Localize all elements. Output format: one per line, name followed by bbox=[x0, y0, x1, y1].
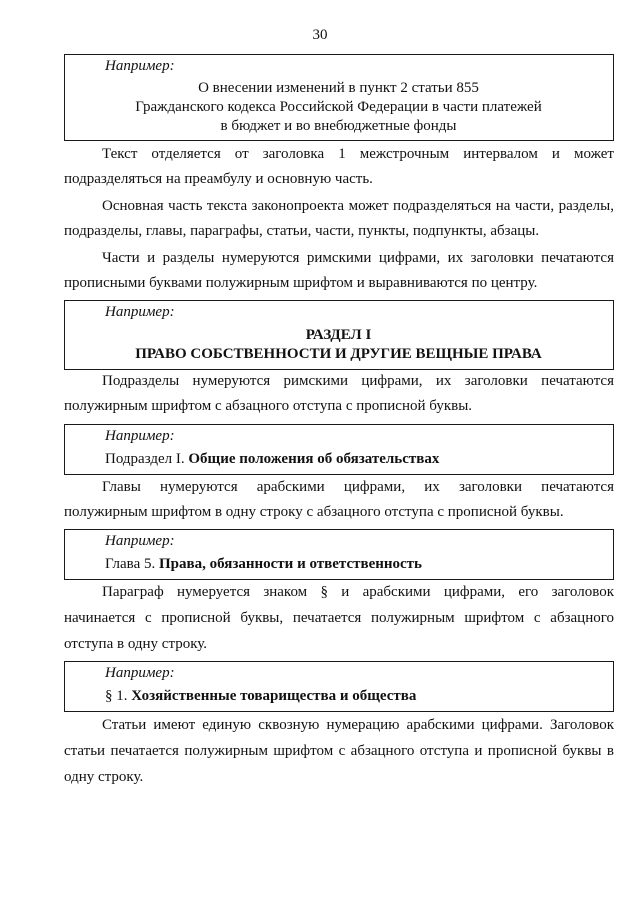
paragraph-2-line-1: Основная часть текста законопроекта может подразделяться на части, разделы, bbox=[102, 198, 614, 214]
subsection-heading bbox=[105, 451, 439, 468]
section-heading-line-1: РАЗДЕЛ I bbox=[305, 327, 372, 343]
example-label: Например: bbox=[105, 533, 175, 549]
paragraph-5-line-1: Главы нумеруются арабскими цифрами, их заголовки печатаются bbox=[102, 479, 614, 495]
paragraph-6-line-1: Параграф нумеруется знаком § и арабскими цифрами, его заголовок bbox=[102, 584, 614, 600]
paragraph-1-line-2: подразделяться на преамбулу и основную часть. bbox=[64, 171, 373, 187]
section-heading-line-2: ПРАВО СОБСТВЕННОСТИ И ДРУГИЕ ВЕЩНЫЕ ПРАВА bbox=[135, 346, 542, 362]
example-box-chapter bbox=[64, 529, 614, 580]
paragraph-prefix: § 1. bbox=[105, 688, 128, 704]
paragraph-4-line-1: Подразделы нумеруются римскими цифрами, их заголовки печатаются bbox=[102, 373, 614, 389]
law-title-line-3: в бюджет и во внебюджетные фонды bbox=[220, 118, 457, 134]
subsection-title: Общие положения об обязательствах bbox=[188, 451, 440, 467]
paragraph-7-line-3: одну строку. bbox=[64, 769, 144, 785]
example-box-law-title bbox=[64, 54, 614, 141]
paragraph-3-line-2: прописными буквами полужирным шрифтом и выравниваются по центру. bbox=[64, 275, 538, 291]
example-label: Например: bbox=[105, 58, 175, 74]
example-label: Например: bbox=[105, 304, 175, 320]
page-number: 30 bbox=[312, 27, 328, 43]
chapter-heading bbox=[105, 556, 422, 573]
paragraph-6-line-2: начинается с прописной буквы, печатается полужирным шрифтом с абзацного bbox=[64, 610, 614, 626]
paragraph-6-line-3: отступа в одну строку. bbox=[64, 636, 208, 652]
paragraph-4-line-2: полужирным шрифтом с абзацного отступа с прописной буквы. bbox=[64, 398, 473, 414]
paragraph-7-line-2: статьи печатается полужирным шрифтом с абзацного отступа и прописной буквы в bbox=[64, 743, 614, 759]
chapter-title: Права, обязанности и ответственность bbox=[158, 556, 422, 572]
example-label: Например: bbox=[105, 665, 175, 681]
law-title-line-1: О внесении изменений в пункт 2 статьи 855 bbox=[198, 80, 479, 96]
example-box-paragraph bbox=[64, 661, 614, 712]
paragraph-7-line-1: Статьи имеют единую сквозную нумерацию арабскими цифрами. Заголовок bbox=[102, 717, 614, 733]
chapter-prefix: Глава 5. bbox=[105, 556, 156, 572]
example-label: Например: bbox=[105, 428, 175, 444]
paragraph-5-line-2: полужирным шрифтом в одну строку с абзацного отступа с прописной буквы. bbox=[64, 504, 564, 520]
subsection-prefix: Подраздел I. bbox=[105, 451, 185, 467]
paragraph-1-line-1: Текст отделяется от заголовка 1 межстрочным интервалом и может bbox=[102, 146, 614, 162]
paragraph-heading bbox=[105, 688, 416, 705]
law-title-line-2: Гражданского кодекса Российской Федерации в части платежей bbox=[135, 99, 542, 115]
paragraph-3-line-1: Части и разделы нумеруются римскими цифрами, их заголовки печатаются bbox=[102, 250, 614, 266]
example-box-subsection bbox=[64, 424, 614, 475]
paragraph-title: Хозяйственные товарищества и общества bbox=[131, 688, 417, 704]
paragraph-2-line-2: подразделы, главы, параграфы, статьи, части, пункты, подпункты, абзацы. bbox=[64, 223, 540, 239]
example-box-section bbox=[64, 300, 614, 370]
